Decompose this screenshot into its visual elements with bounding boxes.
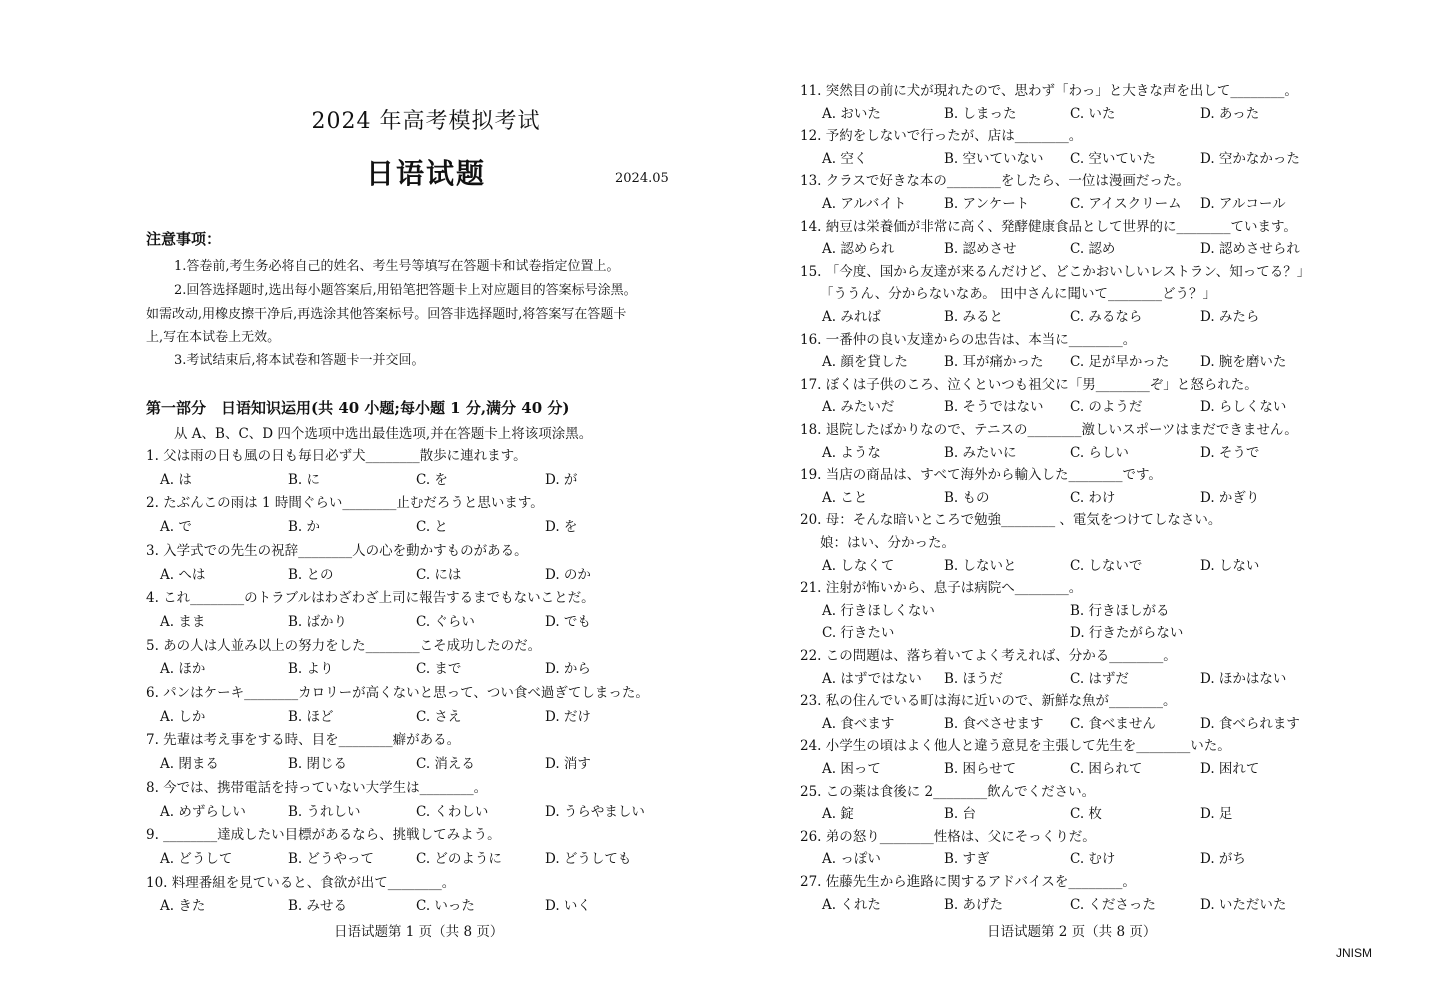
question-stem: 12. 予約をしないで行ったが、店は________。: [800, 128, 1083, 145]
notice-line: 1.答卷前,考生务必将自己的姓名、考生号等填写在答题卡和试卷指定位置上。: [174, 259, 620, 274]
question-stem: 21. 注射が怖いから、息子は病院へ________。: [800, 580, 1083, 597]
question-stem-continued: 「ううん、分からないなあ。 田中さんに聞いて________どう？」: [820, 286, 1217, 303]
answer-option: D. アルコール: [1200, 196, 1286, 212]
answer-option: B. ほうだ: [944, 670, 1004, 687]
answer-option: B. より: [288, 661, 334, 678]
answer-option: C. みるなら: [1070, 309, 1143, 325]
answer-option: A. どうして: [160, 850, 233, 867]
answer-option: D. らしくない: [1200, 399, 1287, 416]
answer-option: D. あった: [1200, 105, 1260, 122]
answer-option: D. でも: [545, 613, 591, 630]
answer-option: B. すぎ: [944, 851, 990, 868]
answer-option: C. を: [416, 471, 448, 488]
answer-option: B. どうやって: [288, 850, 375, 867]
answer-option: A. 顔を貸した: [822, 354, 908, 371]
watermark: JNISM: [1336, 946, 1372, 960]
answer-option: C. 枚: [1070, 806, 1102, 823]
notice-line: 上,写在本试卷上无效。: [146, 330, 281, 345]
answer-option: A. 認められ: [822, 241, 895, 258]
answer-option: D. ほかはない: [1200, 670, 1287, 687]
answer-option: C. むけ: [1070, 851, 1116, 868]
answer-option: D. みたら: [1200, 309, 1260, 325]
answer-option: D. どうしても: [545, 850, 632, 867]
answer-option: A. っぽい: [822, 851, 881, 868]
answer-option: B. 食べさせます: [944, 715, 1044, 732]
answer-option: A. めずらしい: [160, 803, 246, 820]
answer-option: C. らしい: [1070, 444, 1129, 461]
answer-option: D. 消す: [545, 756, 591, 773]
notice-line: 3.考试结束后,将本试卷和答题卡一并交回。: [174, 353, 425, 368]
answer-option: C. 困られて: [1070, 761, 1143, 777]
answer-option: D. 空かなかった: [1200, 150, 1300, 167]
answer-option: A. 錠: [822, 806, 854, 823]
question-stem: 6. パンはケーキ________カロリーが高くないと思って、つい食べ過ぎてしまった。: [146, 685, 649, 701]
question-stem: 5. あの人は人並み以上の努力をした________こそ成功したのだ。: [146, 637, 542, 654]
answer-option: A. しか: [160, 708, 206, 725]
answer-option: D. しない: [1200, 557, 1260, 574]
question-stem: 10. 料理番組を見ていると、食欲が出て________。: [146, 874, 456, 891]
answer-option: A. で: [160, 519, 192, 536]
answer-option: B. 台: [944, 806, 977, 823]
answer-option: C. どのように: [416, 850, 502, 867]
answer-option: C. ぐらい: [416, 613, 475, 630]
question-stem: 7. 先輩は考え事をする時、目を________癖がある。: [146, 732, 461, 749]
answer-option: A. 困って: [822, 761, 881, 777]
answer-option: C. アイスクリーム: [1070, 196, 1182, 212]
answer-option: A. きた: [160, 898, 206, 915]
answer-option: C. いた: [1070, 105, 1116, 122]
answer-option: B. 認めさせ: [944, 241, 1017, 258]
answer-option: B. うれしい: [288, 803, 361, 820]
answer-option: A. まま: [160, 613, 206, 630]
answer-option: A. みたいだ: [822, 399, 895, 416]
question-stem: 16. 一番仲の良い友達からの忠告は、本当に________。: [800, 331, 1137, 348]
subject-title: 日语试题: [365, 157, 486, 190]
answer-option: B. 困らせて: [944, 761, 1017, 777]
part-heading: 第一部分 日语知识运用(共 40 小题;每小题 1 分,满分 40 分): [146, 399, 570, 417]
answer-option: D. を: [545, 519, 578, 536]
answer-option: A. おいた: [822, 105, 881, 122]
answer-option: B. との: [288, 566, 334, 583]
answer-option: B. 閉じる: [288, 756, 348, 773]
answer-option: B. に: [288, 471, 321, 488]
question-stem: 1. 父は雨の日も風の日も毎日必ず犬________散歩に連れます。: [146, 448, 527, 464]
question-stem: 19. 当店の商品は、すべて海外から輸入した________です。: [800, 467, 1162, 484]
answer-option: D. 足: [1200, 806, 1233, 823]
answer-option: B. みると: [944, 309, 1004, 325]
answer-option: A. こと: [822, 489, 868, 506]
answer-option: D. が: [545, 471, 578, 488]
question-stem: 4. これ________のトラブルはわざわざ上司に報告するまでもないことだ。: [146, 590, 595, 607]
answer-option: A. くれた: [822, 896, 881, 913]
answer-option: B. 耳が痛かった: [944, 354, 1044, 371]
question-stem: 9. ________達成したい目標があるなら、挑戦してみよう。: [146, 827, 501, 844]
answer-option: B. みせる: [288, 898, 348, 915]
answer-option: A. ほか: [160, 661, 206, 678]
answer-option: A. 食べます: [822, 715, 895, 732]
answer-option: B. そうではない: [944, 399, 1044, 416]
notice-line: 2.回答选择题时,选出每小题答案后,用铅笔把答题卡上对应题目的答案标号涂黑。: [174, 283, 637, 298]
answer-option: A. アルバイト: [822, 196, 907, 212]
question-stem: 13. クラスで好きな本の________をしたら、一位は漫画だった。: [800, 173, 1190, 190]
answer-option: C. 認め: [1070, 241, 1116, 258]
answer-option: D. だけ: [545, 708, 591, 725]
answer-option: C. しないで: [1070, 557, 1143, 574]
exam-title: 2024 年高考模拟考试: [311, 109, 541, 134]
question-stem: 17. ぼくは子供のころ、泣くといつも祖父に「男________ぞ」と怒られた。: [800, 376, 1258, 393]
answer-option: C. のようだ: [1070, 399, 1143, 416]
answer-option: B. ばかり: [288, 613, 348, 630]
question-stem: 20. 母：そんな暗いところで勉強________ 、電気をつけてしなさい。: [800, 512, 1222, 529]
answer-option: D. いただいた: [1200, 896, 1287, 913]
answer-option: C. と: [416, 519, 448, 536]
question-stem: 14. 納豆は栄養価が非常に高く、発酵健康食品として世界的に________ています。: [800, 218, 1297, 235]
part-instruction: 从 A、B、C、D 四个选项中选出最佳选项,并在答题卡上将该项涂黑。: [174, 426, 593, 442]
answer-option: C. まで: [416, 661, 462, 678]
question-stem: 8. 今では、携帯電話を持っていない大学生は________。: [146, 779, 488, 796]
question-stem: 15. 「今度、国から友達が来るんだけど、どこかおいしいレストラン、知ってる？」: [800, 263, 1311, 280]
question-stem: 23. 私の住んでいる町は海に近いので、新鮮な魚が________。: [800, 693, 1177, 710]
answer-option: B. 行きほしがる: [1070, 602, 1170, 619]
answer-option: D. 認めさせられ: [1200, 241, 1300, 258]
question-stem: 26. 弟の怒り________性格は、父にそっくりだ。: [800, 828, 1096, 845]
answer-option: A. は: [160, 471, 192, 488]
answer-option: B. アンケート: [944, 196, 1030, 212]
answer-option: B. しまった: [944, 105, 1017, 122]
answer-option: C. わけ: [1070, 489, 1116, 506]
answer-option: C. さえ: [416, 708, 462, 725]
answer-option: A. 閉まる: [160, 756, 219, 773]
answer-option: D. そうで: [1200, 444, 1260, 461]
answer-option: A. 空く: [822, 150, 868, 167]
question-stem: 24. 小学生の頃はよく他人と違う意見を主張して先生を________いた。: [800, 738, 1231, 755]
answer-option: D. のか: [545, 566, 591, 583]
answer-option: A. ような: [822, 444, 881, 461]
answer-option: D. 困れて: [1200, 761, 1260, 777]
question-stem: 18. 退院したばかりなので、テニスの________激しいスポーツはまだできません。: [800, 422, 1298, 438]
question-stem: 2. たぶんこの雨は 1 時間ぐらい________止むだろうと思います。: [146, 495, 544, 512]
answer-option: B. あげた: [944, 896, 1004, 913]
answer-option: D. うらやましい: [545, 803, 645, 820]
question-stem: 3. 入学式での先生の祝辞________人の心を動かすものがある。: [146, 542, 528, 559]
answer-option: B. しないと: [944, 557, 1017, 574]
question-stem: 25. この薬は食後に 2________飲んでください。: [800, 783, 1096, 800]
answer-option: D. いく: [545, 898, 591, 915]
answer-option: B. みたいに: [944, 444, 1017, 461]
right-page: [718, 0, 1437, 1002]
answer-option: C. には: [416, 566, 462, 583]
question-stem-continued: 娘：はい、分かった。: [820, 535, 955, 551]
page-footer: 日语试题第 2 页（共 8 页）: [987, 924, 1157, 940]
answer-option: D. 行きたがらない: [1070, 625, 1184, 642]
question-stem: 22. この問題は、落ち着いてよく考えれば、分かる________。: [800, 648, 1177, 664]
answer-option: D. がち: [1200, 851, 1246, 868]
answer-option: A. へは: [160, 566, 206, 583]
answer-option: B. ほど: [288, 708, 334, 725]
notice-heading: 注意事项：: [146, 230, 222, 248]
notice-line: 如需改动,用橡皮擦干净后,再选涂其他答案标号。回答非选择题时,将答案写在答题卡: [146, 307, 627, 322]
answer-option: D. から: [545, 661, 591, 678]
page-footer: 日语试题第 1 页（共 8 页）: [334, 924, 504, 940]
answer-option: C. 食べません: [1070, 715, 1156, 732]
answer-option: C. はずだ: [1070, 670, 1129, 687]
exam-date: 2024.05: [615, 171, 669, 186]
answer-option: C. 足が早かった: [1070, 354, 1170, 371]
answer-option: A. みれば: [822, 309, 881, 325]
answer-option: D. 腕を磨いた: [1200, 354, 1287, 371]
answer-option: C. 消える: [416, 756, 475, 773]
answer-option: A. 行きほしくない: [822, 602, 935, 619]
answer-option: B. か: [288, 519, 321, 536]
question-stem: 11. 突然目の前に犬が現れたので、思わず「わっ」と大きな声を出して________。: [800, 83, 1298, 99]
answer-option: A. しなくて: [822, 557, 895, 574]
answer-option: D. 食べられます: [1200, 715, 1300, 732]
answer-option: C. くわしい: [416, 803, 489, 820]
question-stem: 27. 佐藤先生から進路に関するアドバイスを________。: [800, 874, 1136, 890]
left-page: [0, 0, 718, 1002]
answer-option: C. くださった: [1070, 896, 1156, 913]
answer-option: B. 空いていない: [944, 150, 1044, 167]
answer-option: A. はずではない: [822, 670, 922, 687]
answer-option: B. もの: [944, 489, 990, 506]
answer-option: D. かぎり: [1200, 489, 1260, 506]
answer-option: C. いった: [416, 898, 475, 915]
answer-option: C. 空いていた: [1070, 150, 1156, 167]
answer-option: C. 行きたい: [822, 625, 895, 642]
